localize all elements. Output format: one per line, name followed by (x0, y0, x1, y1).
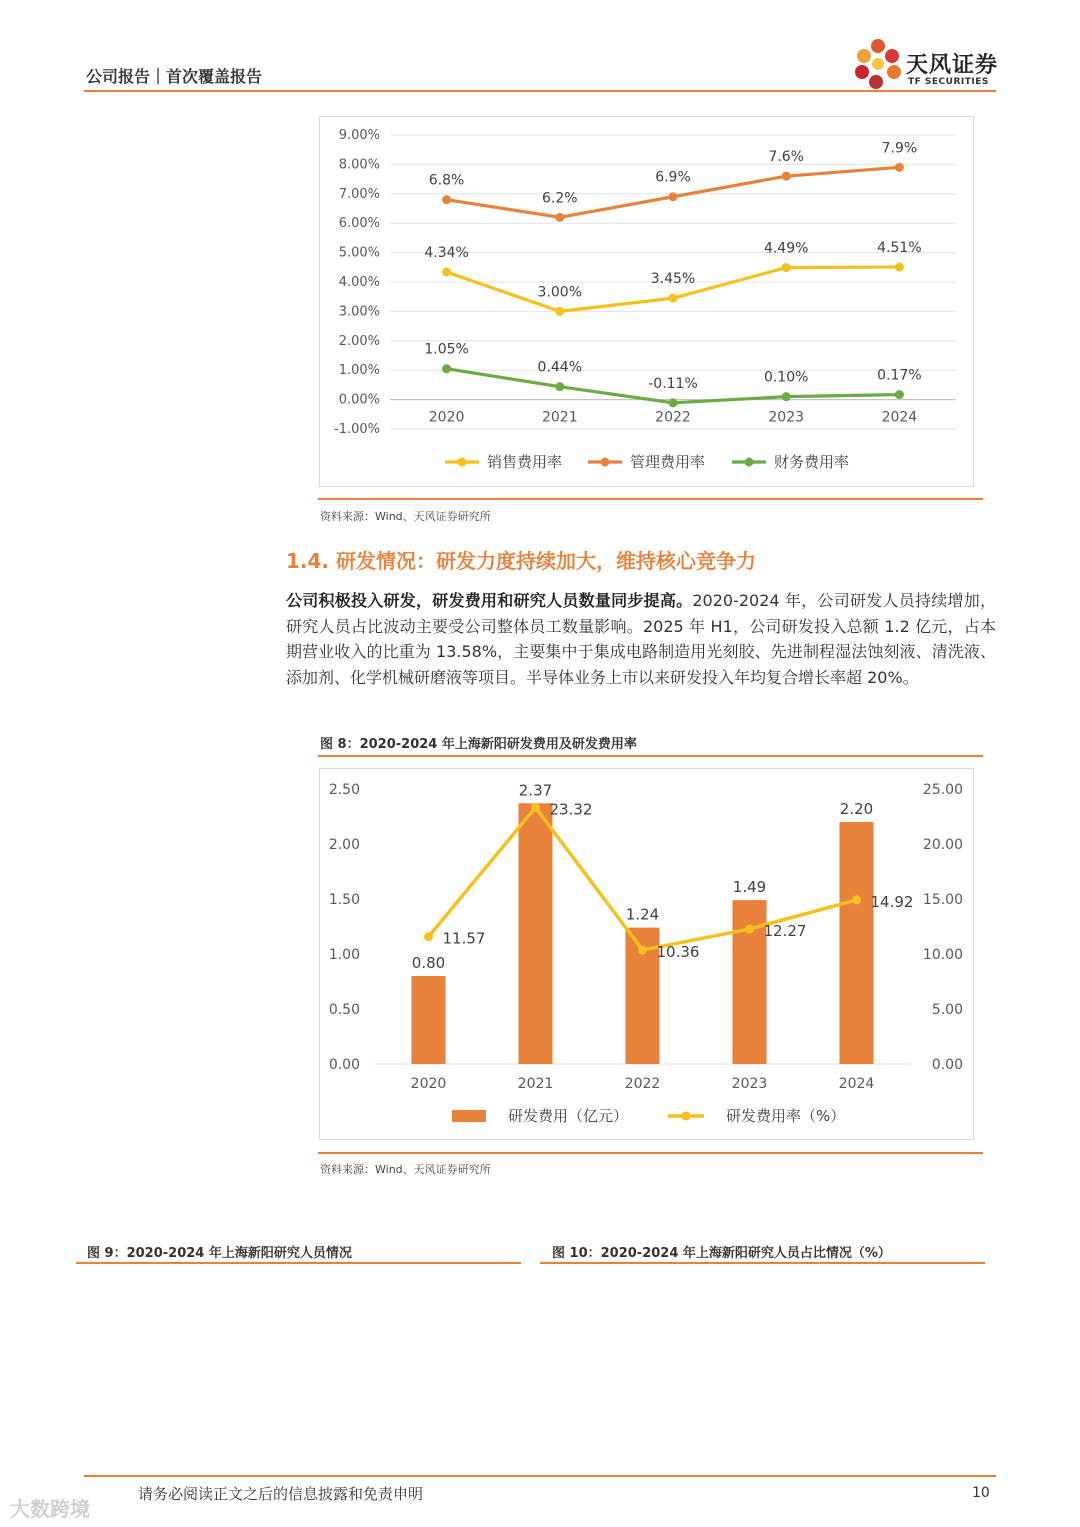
right-y-tick-label: 0.00 (931, 1057, 963, 1073)
section-title: 1.4. 研发情况：研发力度持续加大，维持核心竞争力 (286, 549, 756, 573)
expense-ratio-chart-frame (319, 116, 974, 487)
left-y-tick-label: 2.50 (328, 782, 360, 798)
data-point (669, 294, 678, 303)
data-label: 4.34% (424, 245, 469, 262)
legend-marker (745, 458, 754, 467)
legend-label-bar: 研发费用（亿元） (508, 1107, 629, 1125)
data-label: 7.6% (768, 149, 804, 166)
y-tick-label: 2.00% (338, 333, 380, 349)
y-tick-label: 5.00% (338, 245, 380, 261)
data-point (895, 163, 904, 172)
legend-marker (458, 458, 467, 467)
data-label: 4.51% (877, 240, 922, 257)
expense-ratio-line-chart (320, 117, 973, 486)
y-tick-label: 1.00% (338, 363, 380, 379)
data-label: 0.10% (763, 369, 809, 386)
paragraph-body: 2020-2024 年，公司研发人员持续增加，研究人员占比波动主要受公司整体员工数量影响。2025 年 H1，公司研发投入总额 1.2 亿元，占本期营业收入的比重为 13.58%，主要集中于集成电路制造用光刻胶、先进制程湿法蚀刻液、清洗液、添加剂、化学机械研磨液等项目。半导体业务上市以来研发投入年均复合增长率超 20%。 (286, 591, 996, 687)
data-point (782, 172, 791, 181)
bar-value-label: 1.49 (732, 878, 767, 897)
footer-disclaimer: 请务必阅读正文之后的信息披露和免责申明 (138, 1485, 424, 1503)
data-label: 0.17% (877, 367, 922, 384)
data-label: 7.9% (881, 140, 918, 157)
data-label: 4.49% (763, 240, 809, 257)
legend-label: 管理费用率 (630, 453, 706, 471)
bar-value-label: 1.24 (625, 905, 660, 924)
x-tick-label: 2024 (881, 409, 918, 426)
left-y-tick-label: 2.00 (328, 837, 360, 853)
legend-swatch-bar (452, 1110, 486, 1122)
right-y-tick-label: 20.00 (922, 837, 963, 853)
data-label: 3.45% (650, 271, 696, 288)
rd-expense-bar (840, 822, 874, 1064)
legend-label: 财务费用率 (774, 453, 850, 471)
left-y-tick-label: 1.00 (328, 947, 360, 963)
watermark: 大数跨境 (10, 1497, 90, 1521)
x-tick-label: 2020 (410, 1076, 447, 1092)
data-point (895, 263, 904, 272)
logo-wordmark-cn: 天风证券 (906, 53, 999, 78)
page-number: 10 (972, 1485, 990, 1501)
chart2-bottom-rule (318, 1152, 983, 1154)
x-tick-label: 2024 (838, 1076, 875, 1092)
legend-marker (601, 458, 610, 467)
figure-10-title-rule (540, 1262, 985, 1264)
ratio-value-label: 14.92 (870, 892, 914, 911)
logo-wordmark-en: TF SECURITIES (908, 77, 989, 87)
right-y-tick-label: 25.00 (922, 782, 963, 798)
data-label: 3.00% (537, 284, 583, 301)
y-tick-label: 0.00% (338, 392, 380, 408)
y-tick-label: 6.00% (338, 216, 380, 232)
figure-8-title-rule (318, 755, 983, 757)
data-label: 6.2% (542, 190, 578, 207)
tf-logo-icon (850, 36, 906, 92)
data-point (442, 364, 451, 373)
rd-ratio-point (745, 925, 754, 934)
bar-value-label: 2.20 (839, 800, 874, 818)
ratio-value-label: 23.32 (549, 800, 593, 819)
data-point (782, 263, 791, 272)
figure-9-title-rule (76, 1262, 521, 1264)
left-y-tick-label: 1.50 (328, 892, 360, 908)
rd-ratio-point (424, 932, 433, 941)
ratio-value-label: 11.57 (442, 929, 486, 948)
chart1-source: 资料来源：Wind、天风证券研究所 (320, 510, 491, 523)
legend-label: 销售费用率 (487, 453, 563, 471)
right-y-tick-label: 15.00 (922, 892, 963, 908)
ratio-value-label: 12.27 (763, 922, 807, 941)
data-point (555, 213, 564, 222)
y-tick-label: 4.00% (338, 275, 380, 290)
legend-label-line: 研发费用率（%） (726, 1107, 846, 1125)
data-point (555, 307, 564, 316)
section-paragraph (286, 588, 996, 690)
left-y-tick-label: 0.50 (328, 1002, 360, 1018)
data-point (782, 392, 791, 401)
data-point (669, 398, 678, 407)
right-y-tick-label: 10.00 (922, 947, 963, 963)
bar-value-label: 0.80 (411, 954, 446, 972)
y-tick-label: -1.00% (334, 422, 380, 437)
data-label: 6.8% (428, 172, 465, 189)
right-y-tick-label: 5.00 (931, 1002, 963, 1018)
x-tick-label: 2023 (731, 1076, 768, 1092)
y-tick-label: 9.00% (338, 128, 380, 143)
y-tick-label: 3.00% (338, 304, 380, 320)
bar-value-label: 2.37 (518, 781, 553, 800)
x-tick-label: 2021 (517, 1076, 554, 1092)
x-tick-label: 2022 (655, 409, 691, 426)
rd-expense-combo-chart (320, 769, 973, 1139)
data-label: 6.9% (655, 169, 691, 186)
y-tick-label: 7.00% (338, 186, 380, 202)
chart1-bottom-rule (318, 498, 983, 500)
x-tick-label: 2020 (428, 409, 465, 426)
figure-8-title: 图 8：2020-2024 年上海新阳研发费用及研发费用率 (320, 737, 637, 752)
rd-ratio-point (852, 895, 861, 904)
data-point (669, 192, 678, 201)
figure-10-title: 图 10：2020-2024 年上海新阳研究人员占比情况（%） (552, 1246, 891, 1261)
data-point (442, 195, 451, 204)
data-point (555, 382, 564, 391)
data-label: -0.11% (648, 375, 698, 392)
data-label: 0.44% (537, 359, 583, 376)
figure-9-title: 图 9：2020-2024 年上海新阳研究人员情况 (87, 1246, 352, 1261)
rd-expense-bar (519, 803, 553, 1064)
data-label: 1.05% (424, 341, 469, 358)
y-tick-label: 8.00% (338, 157, 380, 173)
data-point (442, 268, 451, 277)
paragraph-lead: 公司积极投入研发，研发费用和研究人员数量同步提高。 (286, 591, 693, 610)
x-tick-label: 2022 (624, 1076, 661, 1092)
report-type-title: 公司报告｜首次覆盖报告 (86, 67, 263, 86)
rd-ratio-point (638, 946, 647, 955)
ratio-value-label: 10.36 (656, 943, 700, 962)
rd-expense-bar (412, 976, 446, 1064)
rd-expense-chart-frame (319, 768, 974, 1140)
footer-divider (84, 1475, 996, 1477)
x-tick-label: 2023 (768, 409, 805, 426)
left-y-tick-label: 0.00 (328, 1057, 360, 1073)
chart2-source: 资料来源：Wind、天风证券研究所 (320, 1163, 491, 1176)
legend-marker-line (682, 1112, 691, 1121)
rd-ratio-point (531, 803, 540, 812)
data-point (895, 390, 904, 399)
x-tick-label: 2021 (541, 409, 578, 426)
